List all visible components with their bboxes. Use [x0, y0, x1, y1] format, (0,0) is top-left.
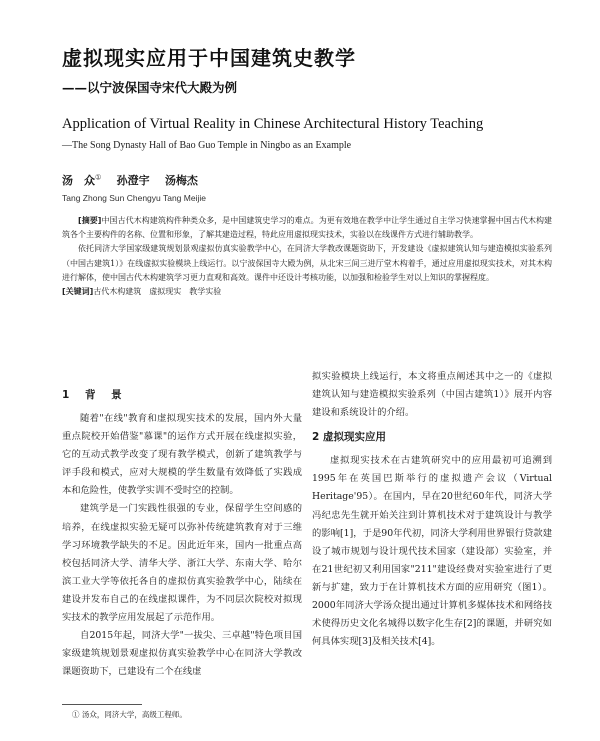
abstract-block — [62, 214, 552, 299]
authors-zh — [62, 172, 198, 188]
author-1: 汤 众 — [62, 174, 95, 187]
section-2-heading: 2 虚拟现实应用 — [312, 431, 386, 444]
abstract-label: [摘要] — [78, 216, 102, 225]
paper-subtitle-zh: ——以宁波保国寺宋代大殿为例 — [62, 80, 238, 95]
paper-title-en: Application of Virtual Reality in Chinese Architectural History Teaching — [62, 116, 484, 132]
section-1-heading: 1 背 景 — [62, 389, 128, 401]
right-column — [312, 368, 552, 651]
footnote-divider — [62, 704, 142, 705]
author-3: 汤梅杰 — [164, 174, 198, 187]
paper-title-zh: 虚拟现实应用于中国建筑史教学 — [62, 46, 356, 70]
author-2: 孙澄宇 — [116, 174, 150, 187]
left-column — [62, 386, 302, 681]
author-1-footnote-mark: ① — [95, 173, 102, 182]
section-1-para-2: 建筑学是一门实践性很强的专业，保留学生空间感的培养，在线虚拟实验无疑可以弥补传统建筑教育对于三维学习环境教学缺失的不足。因此近年来，国内一批重点高校包括同济大学、清华大学、浙江大学、东南大学、哈尔滨工业大学等依托各自的虚拟仿真实验教学中心，陆续在建设并发布自己的在线虚拟课件，为不同层次院校对拟现实技术的教学应用发展起了示范作用。 — [62, 503, 302, 624]
keywords-label: [关键词] — [62, 287, 94, 297]
footnote: ① 汤众，同济大学，高级工程师。 — [72, 710, 187, 719]
section-1-para-1: 随着"在线"教育和虚拟现实技术的发展，国内外大量重点院校开始借鉴"慕课"的运作方式开展在线虚拟实验，它的互动式教学改变了现有教学模式，创新了建筑教学与评手段和模式，应对大规模的学生数量有效降低了实践成本和危险性，使教学实训不受时空的控制。 — [62, 413, 302, 497]
section-1-continued: 拟实验模块上线运行，本文将重点阐述其中之一的《虚拟建筑认知与建造模拟实验系列（中国古建筑1）》展开内容建设和系统设计的介绍。 — [312, 371, 552, 419]
abstract-text: 中国古代木构建筑构件种类众多，是中国建筑史学习的难点。为更有效地在教学中让学生通过自主学习快速掌握中国古代木构建筑各个主要构件的名称、位置和形象，了解其建造过程，特此应用虚拟现实技术，实验以在线课件方式进行辅助教学。 — [62, 216, 552, 240]
section-1-para-3: 自2015年起，同济大学"一拔尖、三卓越"特色项目国家级建筑规划景观虚拟仿真实验教学中心在同济大学教改课题资助下，已建设有二个在线虚 — [62, 630, 302, 678]
paper-subtitle-en: —The Song Dynasty Hall of Bao Guo Temple in Ningbo as an Example — [62, 140, 352, 151]
keywords-text: 古代木构建筑 虚拟现实 教学实验 — [93, 287, 222, 297]
abstract-para2: 依托同济大学国家级建筑规划景观虚拟仿真实验教学中心，在同济大学教改课题资助下，开发建设《虚拟建筑认知与建造模拟实验系列（中国古建筑1）》在线虚拟实验模块上线运行。以宁波保国寺大殿为例，从北宋三间三进厅堂木构着手，通过应用虚拟现实技术，对其木构进行解体，使中国古代木构建筑学习更力直观和高效。课件中还设计考核功能，以加强和检验学生对以上知识的掌握程度。 — [62, 244, 552, 282]
authors-en: Tang Zhong Sun Chengyu Tang Meijie — [62, 193, 206, 203]
section-2-para-1: 虚拟现实技术在古建筑研究中的应用最初可追溯到1995年在英国巴斯举行的虚拟遗产会议（Virtual Heritage'95）。在国内，早在20世纪60年代，同济大学冯纪忠先生就开始关注到计算机技术对于建筑设计与教学的影响[1]，于是90年代初，同济大学利用世界银行贷款建设了城市规划与设计现代技术国家（建设部）实验室，并在21世纪初又利用国家"211"建设经费对实验室进行了更新与扩建，致力于在计算机技术方面的应用研究（图1）。2000年同济大学汤众提出通过计算机多媒体技术和网络技术使得历史文化名城得以数字化生存[2]的课题，并研究如何具体实现[3]及相关技术[4]。 — [312, 455, 552, 648]
